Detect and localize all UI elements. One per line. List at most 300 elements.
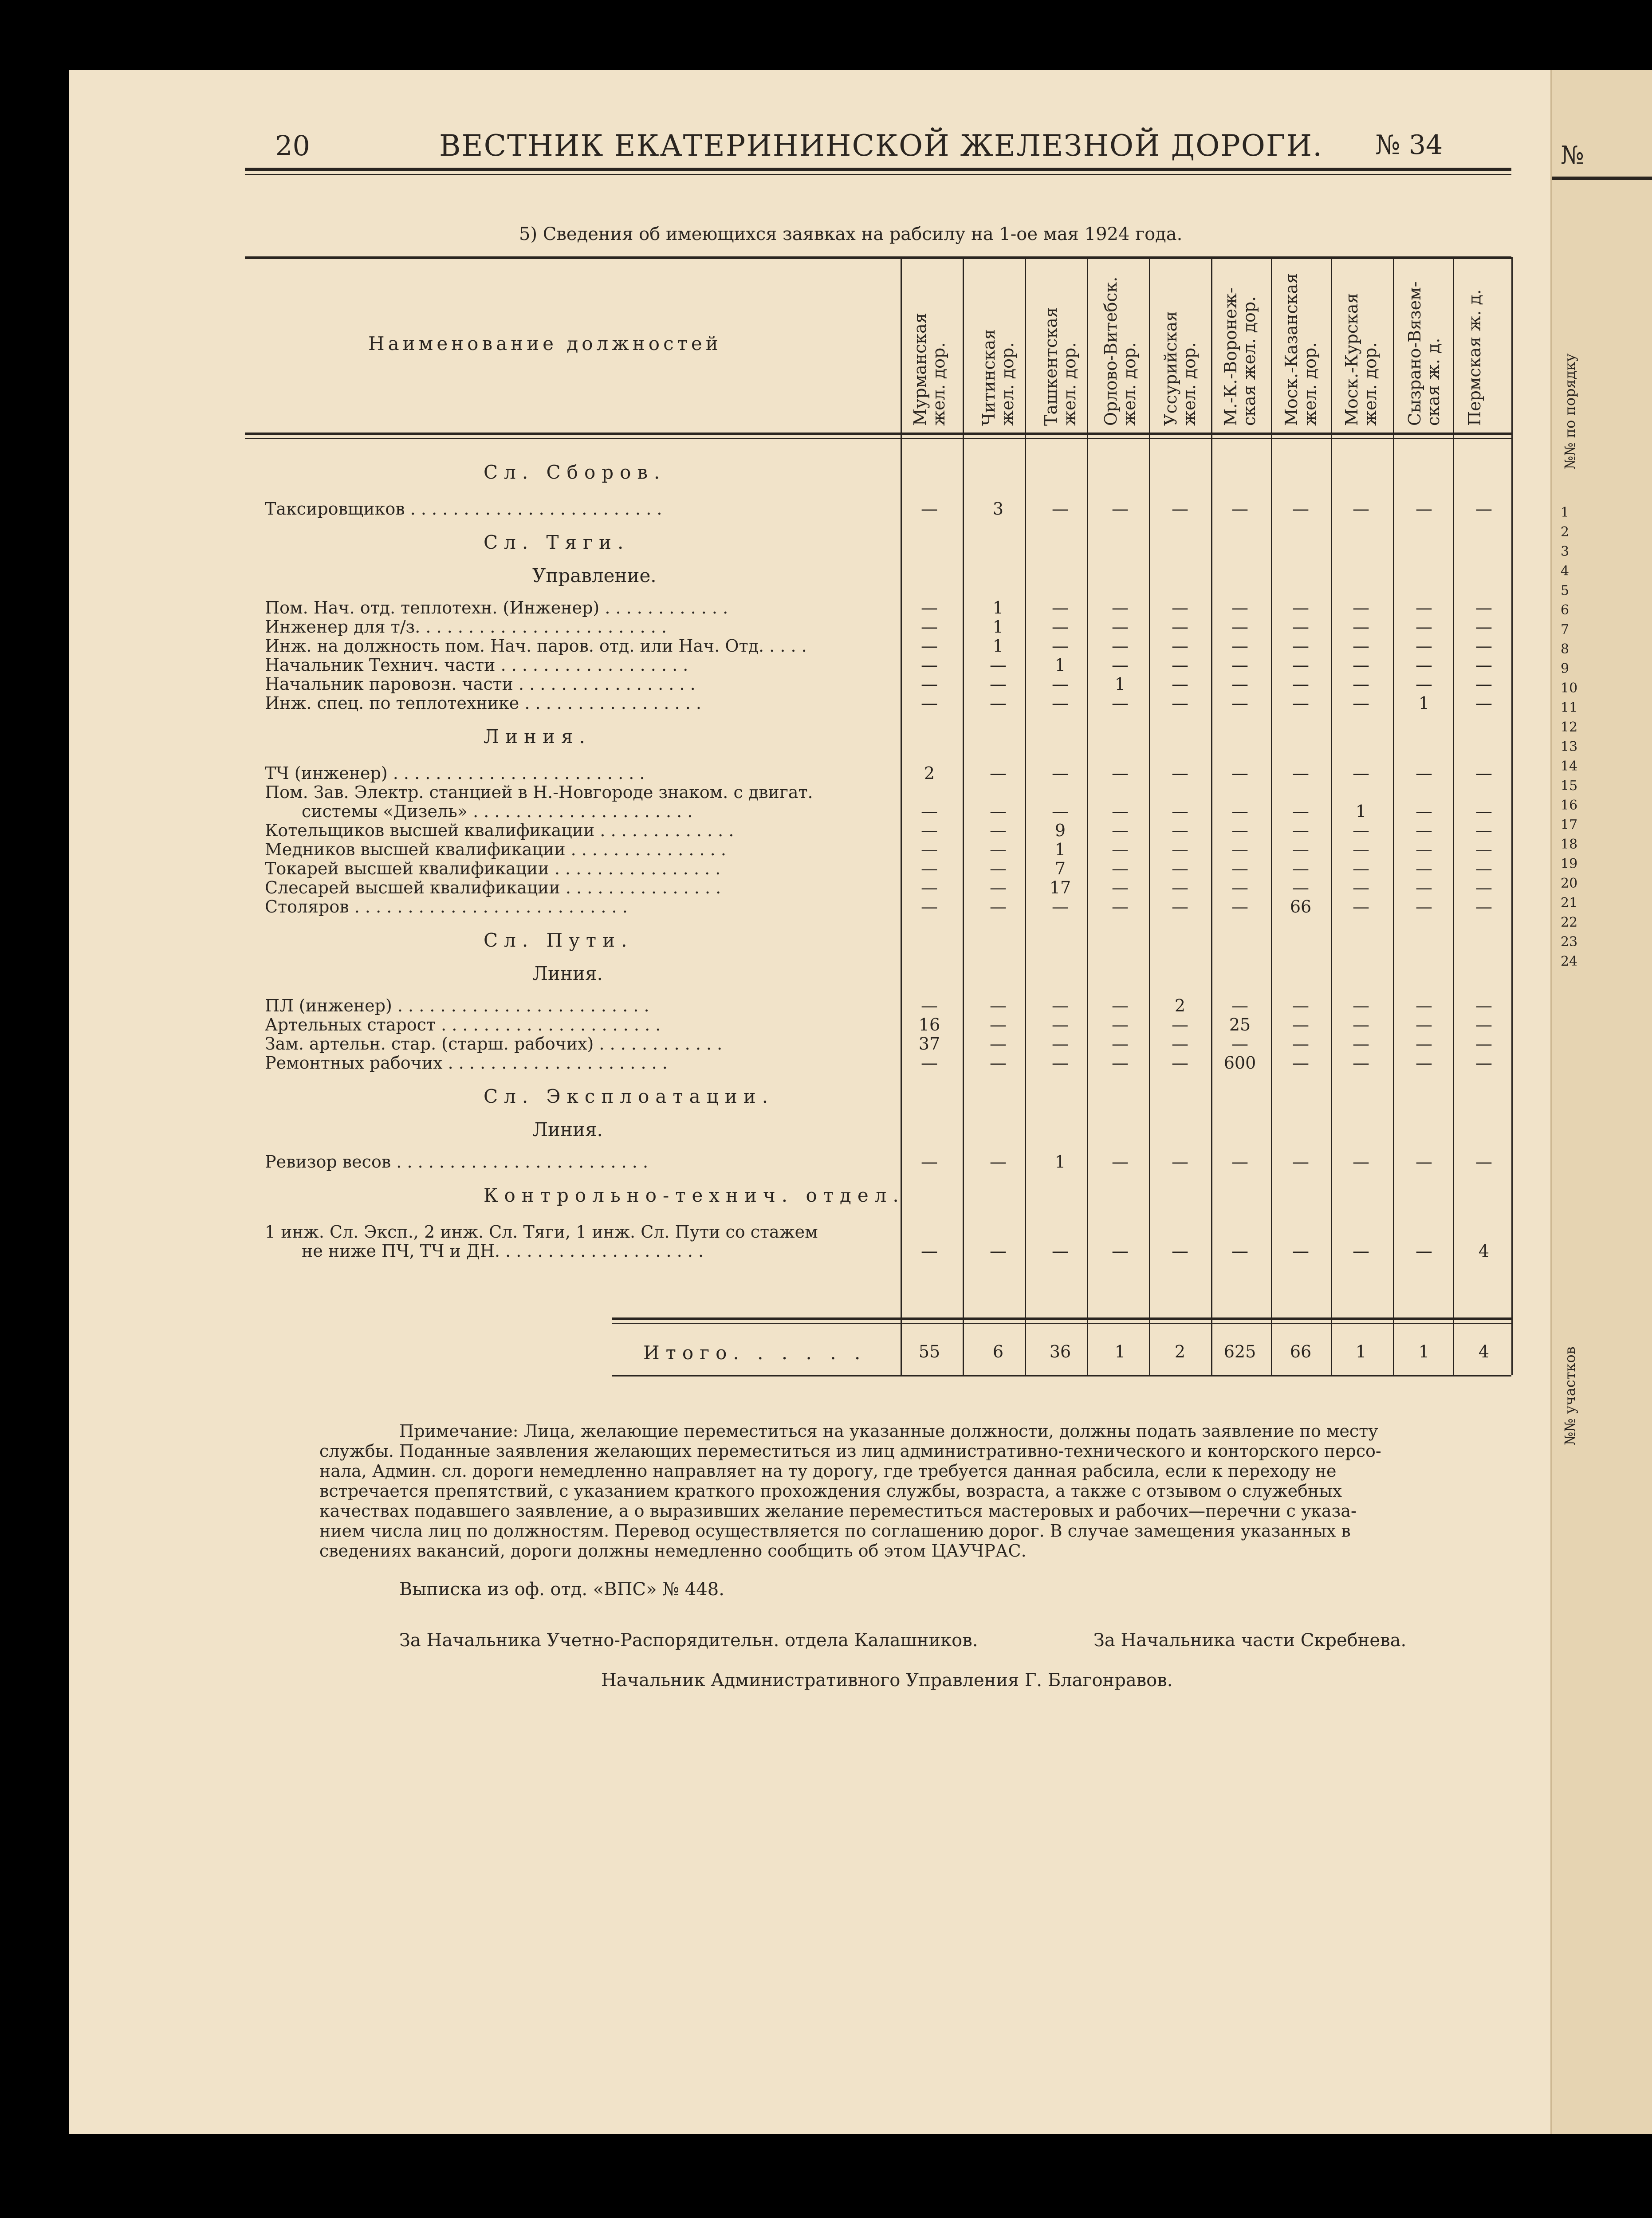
table-cell: — bbox=[1353, 636, 1369, 656]
table-cell: — bbox=[1475, 674, 1492, 694]
column-header: Ташкентская жел. дор. bbox=[1041, 307, 1079, 426]
table-cell: — bbox=[1353, 617, 1369, 637]
adjacent-row-number: 4 bbox=[1561, 563, 1569, 579]
adjacent-row-number: 15 bbox=[1561, 778, 1578, 794]
column-rule bbox=[1393, 257, 1394, 1375]
row-label: Инженер для т/з. . . . . . . . . . . . . . . . . . . . . . . . bbox=[265, 617, 667, 637]
table-cell: — bbox=[1112, 821, 1129, 840]
table-cell: — bbox=[1052, 763, 1069, 783]
table-cell: 1 bbox=[1054, 1152, 1066, 1172]
table-cell: — bbox=[1416, 840, 1432, 859]
section-subtitle: Управление. bbox=[532, 565, 657, 586]
table-cell: 17 bbox=[1049, 878, 1071, 897]
table-cell: 7 bbox=[1054, 859, 1066, 878]
adjacent-row-number: 12 bbox=[1561, 720, 1578, 735]
table-cell: — bbox=[1475, 840, 1492, 859]
table-cell: — bbox=[1172, 655, 1188, 675]
adjacent-row-number: 18 bbox=[1561, 837, 1578, 852]
table-cell: — bbox=[1112, 1053, 1129, 1073]
table-cell: — bbox=[1231, 693, 1248, 713]
row-label: Начальник паровозн. части . . . . . . . . . . . . . . . . . bbox=[265, 674, 696, 694]
total-cell: 625 bbox=[1223, 1342, 1256, 1361]
table-cell: — bbox=[1475, 598, 1492, 617]
table-cell: — bbox=[1292, 840, 1309, 859]
table-cell: — bbox=[1172, 840, 1188, 859]
row-label: Ревизор весов . . . . . . . . . . . . . . . . . . . . . . . . bbox=[265, 1152, 649, 1172]
section-title: Сл. Сборов. bbox=[484, 461, 666, 483]
table-cell: — bbox=[1416, 1034, 1432, 1054]
table-cell: — bbox=[1052, 674, 1069, 694]
column-rule bbox=[1149, 257, 1150, 1375]
table-cell: — bbox=[990, 1241, 1007, 1261]
column-rule bbox=[1271, 257, 1272, 1375]
header-rule-thick bbox=[245, 168, 1511, 171]
table-cell: — bbox=[1475, 821, 1492, 840]
column-rule bbox=[1025, 257, 1026, 1375]
table-cell: — bbox=[1231, 655, 1248, 675]
table-cell: — bbox=[1231, 617, 1248, 637]
table-cell: — bbox=[990, 1152, 1007, 1172]
row-label: Котельщиков высшей квалификации . . . . . . . . . . . . . bbox=[265, 821, 734, 840]
table-cell: — bbox=[1353, 840, 1369, 859]
adjacent-col1-label: №№ по порядку bbox=[1562, 353, 1578, 469]
table-cell: — bbox=[1475, 763, 1492, 783]
table-cell: — bbox=[1292, 763, 1309, 783]
adjacent-page-edge bbox=[1550, 70, 1652, 2134]
table-cell: — bbox=[990, 763, 1007, 783]
adjacent-row-number: 7 bbox=[1561, 622, 1569, 637]
adjacent-row-number: 2 bbox=[1561, 524, 1569, 540]
table-cell: — bbox=[1416, 1241, 1432, 1261]
section-title: Сл. Эксплоатации. bbox=[484, 1085, 775, 1107]
table-cell: — bbox=[921, 821, 938, 840]
table-cell: 1 bbox=[1114, 674, 1126, 694]
table-cell: — bbox=[1475, 996, 1492, 1015]
row-label: Слесарей высшей квалификации . . . . . . . . . . . . . . . bbox=[265, 878, 721, 897]
table-cell: — bbox=[921, 674, 938, 694]
footnote-line: Примечание: Лица, желающие переместиться на указанные должности, должны подать заявление по месту bbox=[399, 1421, 1378, 1441]
section-title: Линия. bbox=[484, 726, 591, 747]
table-cell: — bbox=[1475, 655, 1492, 675]
table-cell: — bbox=[1231, 1241, 1248, 1261]
table-cell: — bbox=[921, 859, 938, 878]
total-cell: 1 bbox=[1355, 1342, 1367, 1361]
section-subtitle: Линия. bbox=[532, 963, 603, 984]
table-cell: — bbox=[1475, 617, 1492, 637]
table-cell: — bbox=[990, 1034, 1007, 1054]
table-cell: — bbox=[1416, 1152, 1432, 1172]
table-cell: — bbox=[1172, 763, 1188, 783]
table-cell: — bbox=[1292, 693, 1309, 713]
total-cell: 66 bbox=[1290, 1342, 1312, 1361]
column-header: Уссурийская жел. дор. bbox=[1161, 311, 1199, 426]
table-cell: — bbox=[921, 878, 938, 897]
adjacent-row-number: 20 bbox=[1561, 876, 1578, 891]
table-cell: — bbox=[1172, 598, 1188, 617]
table-cell: — bbox=[1231, 763, 1248, 783]
table-cell: — bbox=[1416, 859, 1432, 878]
table-cell: — bbox=[1292, 821, 1309, 840]
table-cell: — bbox=[1112, 802, 1129, 821]
column-rule bbox=[1511, 257, 1513, 1375]
total-cell: 1 bbox=[1114, 1342, 1126, 1361]
row-label: системы «Дизель» . . . . . . . . . . . . . . . . . . . . . bbox=[302, 802, 693, 821]
total-rule bbox=[612, 1317, 1511, 1320]
column-rule bbox=[1087, 257, 1088, 1375]
table-cell: — bbox=[1353, 598, 1369, 617]
table-cell: — bbox=[1172, 1015, 1188, 1034]
table-cell: — bbox=[921, 1152, 938, 1172]
table-cell: 25 bbox=[1229, 1015, 1251, 1034]
table-cell: — bbox=[1052, 1053, 1069, 1073]
row-label: Таксировщиков . . . . . . . . . . . . . . . . . . . . . . . . bbox=[265, 499, 662, 519]
table-cell: — bbox=[1052, 996, 1069, 1015]
column-rule bbox=[1331, 257, 1332, 1375]
table-cell: — bbox=[1475, 693, 1492, 713]
table-cell: — bbox=[1292, 598, 1309, 617]
table-cell: — bbox=[921, 897, 938, 916]
total-cell: 55 bbox=[918, 1342, 940, 1361]
table-cell: — bbox=[1292, 636, 1309, 656]
table-cell: — bbox=[1475, 1034, 1492, 1054]
table-cell: 9 bbox=[1054, 821, 1066, 840]
table-cell: — bbox=[1231, 1152, 1248, 1172]
table-cell: — bbox=[1172, 1241, 1188, 1261]
table-cell: — bbox=[1416, 996, 1432, 1015]
table-cell: — bbox=[1172, 1034, 1188, 1054]
footnote-line: нием числа лиц по должностям. Перевод осуществляется по соглашению дорог. В случае замещения указанных в bbox=[319, 1521, 1351, 1541]
table-cell: — bbox=[1172, 859, 1188, 878]
row-label: Зам. артельн. стар. (старш. рабочих) . . . . . . . . . . . . bbox=[265, 1034, 723, 1054]
table-cell: — bbox=[1231, 636, 1248, 656]
table-cell: — bbox=[1112, 693, 1129, 713]
table-cell: — bbox=[1231, 674, 1248, 694]
footnote-line: службы. Поданные заявления желающих переместиться из лиц административно-технического и конторского персо- bbox=[319, 1441, 1381, 1461]
issue-number: № 34 bbox=[1375, 130, 1443, 161]
table-cell: 1 bbox=[1355, 802, 1367, 821]
table-cell: — bbox=[1112, 840, 1129, 859]
row-label: ТЧ (инженер) . . . . . . . . . . . . . . . . . . . . . . . . bbox=[265, 763, 645, 783]
signature-right: За Начальника части Скребнева. bbox=[1093, 1630, 1407, 1651]
table-cell: — bbox=[1172, 617, 1188, 637]
table-cell: — bbox=[1353, 674, 1369, 694]
table-cell: — bbox=[1231, 499, 1248, 519]
table-cell: — bbox=[1292, 1152, 1309, 1172]
table-cell: — bbox=[990, 1015, 1007, 1034]
row-label: Артельных старост . . . . . . . . . . . . . . . . . . . . . bbox=[265, 1015, 661, 1034]
column-header: Пермская ж. д. bbox=[1465, 289, 1484, 426]
adjacent-row-number: 22 bbox=[1561, 915, 1578, 930]
total-rule-thin bbox=[612, 1323, 1511, 1324]
adjacent-row-number: 13 bbox=[1561, 739, 1578, 755]
table-cell: — bbox=[1416, 802, 1432, 821]
table-cell: 37 bbox=[918, 1034, 940, 1054]
table-header-rule bbox=[245, 433, 1511, 435]
table-top-rule bbox=[245, 256, 1511, 259]
table-cell: — bbox=[1416, 499, 1432, 519]
column-header: Моск.-Курская жел. дор. bbox=[1342, 293, 1380, 426]
table-cell: — bbox=[1052, 802, 1069, 821]
table-cell: — bbox=[921, 802, 938, 821]
table-cell: — bbox=[1172, 499, 1188, 519]
table-cell: — bbox=[1292, 674, 1309, 694]
row-label: Инж. на должность пом. Нач. паров. отд. или Нач. Отд. . . . . bbox=[265, 636, 807, 656]
names-heading: Наименование должностей bbox=[368, 333, 722, 354]
table-cell: — bbox=[1353, 763, 1369, 783]
table-cell: 1 bbox=[1418, 693, 1430, 713]
table-cell: — bbox=[1475, 636, 1492, 656]
table-cell: — bbox=[1172, 674, 1188, 694]
adjacent-row-number: 11 bbox=[1561, 700, 1578, 716]
table-cell: — bbox=[1231, 897, 1248, 916]
row-label: Ремонтных рабочих . . . . . . . . . . . . . . . . . . . . . bbox=[265, 1053, 668, 1073]
column-rule bbox=[901, 257, 902, 1375]
column-header: Моск.-Казанская жел. дор. bbox=[1282, 273, 1320, 426]
table-cell: — bbox=[1052, 897, 1069, 916]
table-cell: — bbox=[1353, 859, 1369, 878]
section-subtitle: Линия. bbox=[532, 1119, 603, 1140]
total-cell: 36 bbox=[1049, 1342, 1071, 1361]
table-cell: — bbox=[1475, 1053, 1492, 1073]
table-cell: — bbox=[921, 1053, 938, 1073]
adjacent-row-number: 9 bbox=[1561, 661, 1569, 676]
table-cell: — bbox=[1353, 1053, 1369, 1073]
table-cell: — bbox=[1475, 802, 1492, 821]
table-cell: — bbox=[1353, 1034, 1369, 1054]
table-cell: — bbox=[1231, 996, 1248, 1015]
section-title: Сл. Пути. bbox=[484, 929, 633, 951]
table-cell: — bbox=[1292, 499, 1309, 519]
table-cell: — bbox=[1353, 1015, 1369, 1034]
table-cell: — bbox=[1416, 617, 1432, 637]
table-cell: 66 bbox=[1290, 897, 1312, 916]
table-cell: — bbox=[1231, 840, 1248, 859]
table-cell: 2 bbox=[924, 763, 935, 783]
row-label: Пом. Зав. Электр. станцией в Н.-Новгороде знаком. с двигат. bbox=[265, 783, 813, 802]
table-cell: — bbox=[1172, 878, 1188, 897]
adjacent-row-number: 3 bbox=[1561, 544, 1569, 559]
table-cell: — bbox=[1292, 655, 1309, 675]
row-label: Медников высшей квалификации . . . . . . . . . . . . . . . bbox=[265, 840, 726, 859]
table-cell: — bbox=[1475, 1152, 1492, 1172]
adjacent-header-rule bbox=[1552, 177, 1652, 180]
table-cell: — bbox=[1172, 802, 1188, 821]
table-cell: — bbox=[990, 674, 1007, 694]
table-cell: — bbox=[1292, 859, 1309, 878]
table-cell: — bbox=[1353, 1152, 1369, 1172]
table-cell: — bbox=[1112, 763, 1129, 783]
table-cell: — bbox=[1292, 1034, 1309, 1054]
table-cell: — bbox=[1292, 878, 1309, 897]
table-cell: — bbox=[990, 859, 1007, 878]
footnote-line: нала, Админ. сл. дороги немедленно направляет на ту дорогу, где требуется данная рабсила, если к переходу не bbox=[319, 1461, 1337, 1481]
table-cell: — bbox=[921, 693, 938, 713]
table-cell: — bbox=[1416, 1015, 1432, 1034]
table-cell: — bbox=[1112, 1152, 1129, 1172]
header-rule-thin bbox=[245, 174, 1511, 175]
column-header: Сызрано-Вязем- ская ж. д. bbox=[1405, 281, 1443, 426]
table-cell: — bbox=[1052, 693, 1069, 713]
adjacent-row-number: 24 bbox=[1561, 954, 1578, 969]
table-cell: — bbox=[1231, 802, 1248, 821]
table-cell: — bbox=[1112, 1034, 1129, 1054]
table-cell: — bbox=[990, 802, 1007, 821]
adjacent-row-number: 10 bbox=[1561, 680, 1578, 696]
total-label: Итого. . . . . . bbox=[643, 1342, 867, 1364]
row-label: Столяров . . . . . . . . . . . . . . . . . . . . . . . . . . bbox=[265, 897, 628, 916]
newspaper-page bbox=[69, 70, 1550, 2134]
page-number: 20 bbox=[275, 130, 310, 162]
table-cell: — bbox=[921, 636, 938, 656]
table-cell: — bbox=[1475, 859, 1492, 878]
table-cell: — bbox=[1475, 878, 1492, 897]
table-cell: — bbox=[1112, 1241, 1129, 1261]
row-label: Пом. Нач. отд. теплотехн. (Инженер) . . . . . . . . . . . . bbox=[265, 598, 728, 617]
signature-left: За Начальника Учетно-Распорядительн. отдела Калашников. bbox=[399, 1630, 978, 1651]
table-cell: — bbox=[990, 693, 1007, 713]
table-cell: — bbox=[990, 840, 1007, 859]
adjacent-row-number: 21 bbox=[1561, 895, 1578, 911]
table-cell: — bbox=[921, 499, 938, 519]
table-cell: — bbox=[1353, 499, 1369, 519]
adjacent-row-number: 16 bbox=[1561, 798, 1578, 813]
table-cell: — bbox=[1231, 1034, 1248, 1054]
table-cell: — bbox=[1292, 802, 1309, 821]
table-cell: — bbox=[1231, 878, 1248, 897]
table-cell: 600 bbox=[1223, 1053, 1256, 1073]
table-cell: — bbox=[1172, 1152, 1188, 1172]
table-cell: — bbox=[1172, 693, 1188, 713]
table-cell: — bbox=[1172, 897, 1188, 916]
table-cell: 1 bbox=[992, 598, 1004, 617]
table-cell: — bbox=[990, 878, 1007, 897]
table-cell: — bbox=[1292, 996, 1309, 1015]
row-label: 1 инж. Сл. Эксп., 2 инж. Сл. Тяги, 1 инж. Сл. Пути со стажем bbox=[265, 1222, 818, 1242]
table-cell: — bbox=[1353, 1241, 1369, 1261]
table-cell: — bbox=[1292, 1241, 1309, 1261]
table-cell: — bbox=[1416, 598, 1432, 617]
adjacent-row-number: 23 bbox=[1561, 934, 1578, 950]
row-label: Токарей высшей квалификации . . . . . . . . . . . . . . . . bbox=[265, 859, 721, 878]
adjacent-header-fragment: № bbox=[1561, 141, 1584, 170]
table-cell: — bbox=[1172, 1053, 1188, 1073]
table-cell: — bbox=[1112, 499, 1129, 519]
table-cell: 3 bbox=[992, 499, 1004, 519]
total-cell: 4 bbox=[1478, 1342, 1490, 1361]
column-rule bbox=[1211, 257, 1212, 1375]
table-cell: — bbox=[921, 996, 938, 1015]
table-cell: — bbox=[1353, 821, 1369, 840]
table-cell: 16 bbox=[918, 1015, 940, 1034]
table-cell: — bbox=[1172, 636, 1188, 656]
table-cell: — bbox=[1052, 617, 1069, 637]
table-cell: — bbox=[1416, 878, 1432, 897]
table-cell: — bbox=[1353, 693, 1369, 713]
table-cell: — bbox=[1353, 897, 1369, 916]
table-cell: — bbox=[1292, 1015, 1309, 1034]
section-title: Контрольно-технич. отдел. bbox=[484, 1184, 905, 1206]
table-cell: — bbox=[1475, 1015, 1492, 1034]
adjacent-row-number: 8 bbox=[1561, 641, 1569, 657]
table-cell: — bbox=[1416, 897, 1432, 916]
footnote-line: качествах подавшего заявление, а о выразивших желание переместиться мастеровых и рабочих—перечни с указа- bbox=[319, 1501, 1357, 1521]
table-cell: — bbox=[1052, 1015, 1069, 1034]
table-cell: — bbox=[1052, 1034, 1069, 1054]
table-cell: — bbox=[1353, 878, 1369, 897]
table-cell: — bbox=[1475, 897, 1492, 916]
table-bottom-rule bbox=[612, 1375, 1511, 1376]
table-cell: — bbox=[990, 897, 1007, 916]
table-cell: — bbox=[1112, 617, 1129, 637]
table-caption: 5) Сведения об имеющихся заявках на рабсилу на 1-ое мая 1924 года. bbox=[519, 224, 1183, 244]
table-cell: — bbox=[1353, 996, 1369, 1015]
adjacent-row-number: 5 bbox=[1561, 583, 1569, 598]
adjacent-row-number: 14 bbox=[1561, 759, 1578, 774]
table-cell: 1 bbox=[1054, 655, 1066, 675]
table-cell: — bbox=[1231, 821, 1248, 840]
masthead-title: ВЕСТНИК ЕКАТЕРИНИНСКОЙ ЖЕЛЕЗНОЙ ДОРОГИ. bbox=[439, 129, 1323, 163]
table-cell: — bbox=[990, 996, 1007, 1015]
table-cell: — bbox=[1112, 655, 1129, 675]
column-header: М.-К.-Воронеж- ская жел. дор. bbox=[1221, 287, 1259, 426]
table-cell: — bbox=[1416, 636, 1432, 656]
table-cell: — bbox=[1112, 897, 1129, 916]
table-cell: — bbox=[1353, 655, 1369, 675]
table-cell: — bbox=[1112, 598, 1129, 617]
signature-bottom: Начальник Административного Управления Г. Благонравов. bbox=[601, 1670, 1173, 1691]
table-cell: — bbox=[921, 840, 938, 859]
column-rule bbox=[1453, 257, 1454, 1375]
table-cell: — bbox=[1416, 674, 1432, 694]
adjacent-row-number: 1 bbox=[1561, 505, 1569, 520]
table-cell: — bbox=[990, 1053, 1007, 1073]
table-cell: — bbox=[921, 617, 938, 637]
table-cell: — bbox=[1112, 859, 1129, 878]
table-cell: — bbox=[1231, 598, 1248, 617]
table-cell: — bbox=[1112, 1015, 1129, 1034]
table-cell: — bbox=[1112, 636, 1129, 656]
row-label: Начальник Технич. части . . . . . . . . . . . . . . . . . . bbox=[265, 655, 688, 675]
table-cell: — bbox=[1231, 859, 1248, 878]
table-cell: — bbox=[1052, 636, 1069, 656]
table-cell: — bbox=[1475, 499, 1492, 519]
table-cell: 4 bbox=[1478, 1241, 1490, 1261]
extract-line: Выписка из оф. отд. «ВПС» № 448. bbox=[399, 1579, 724, 1600]
table-cell: — bbox=[1112, 996, 1129, 1015]
total-cell: 1 bbox=[1418, 1342, 1430, 1361]
table-cell: — bbox=[1052, 598, 1069, 617]
table-cell: — bbox=[990, 655, 1007, 675]
column-rule bbox=[963, 257, 964, 1375]
table-header-rule-thin bbox=[245, 438, 1511, 439]
table-cell: — bbox=[1416, 1053, 1432, 1073]
column-header: Мурманская жел. дор. bbox=[910, 313, 948, 426]
table-cell: — bbox=[921, 1241, 938, 1261]
footnote-line: сведениях вакансий, дороги должны немедленно сообщить об этом ЦАУЧРАС. bbox=[319, 1541, 1027, 1561]
total-cell: 6 bbox=[992, 1342, 1004, 1361]
table-cell: — bbox=[1172, 821, 1188, 840]
row-label: Инж. спец. по теплотехнике . . . . . . . . . . . . . . . . . bbox=[265, 693, 701, 713]
table-cell: — bbox=[1416, 763, 1432, 783]
table-cell: — bbox=[1052, 1241, 1069, 1261]
row-label: ПЛ (инженер) . . . . . . . . . . . . . . . . . . . . . . . . bbox=[265, 996, 649, 1015]
table-cell: — bbox=[1292, 1053, 1309, 1073]
row-label: не ниже ПЧ, ТЧ и ДН. . . . . . . . . . . . . . . . . . . . bbox=[302, 1241, 704, 1261]
table-cell: 2 bbox=[1174, 996, 1186, 1015]
table-cell: 1 bbox=[1054, 840, 1066, 859]
adjacent-row-number: 6 bbox=[1561, 602, 1569, 618]
table-cell: — bbox=[1112, 878, 1129, 897]
